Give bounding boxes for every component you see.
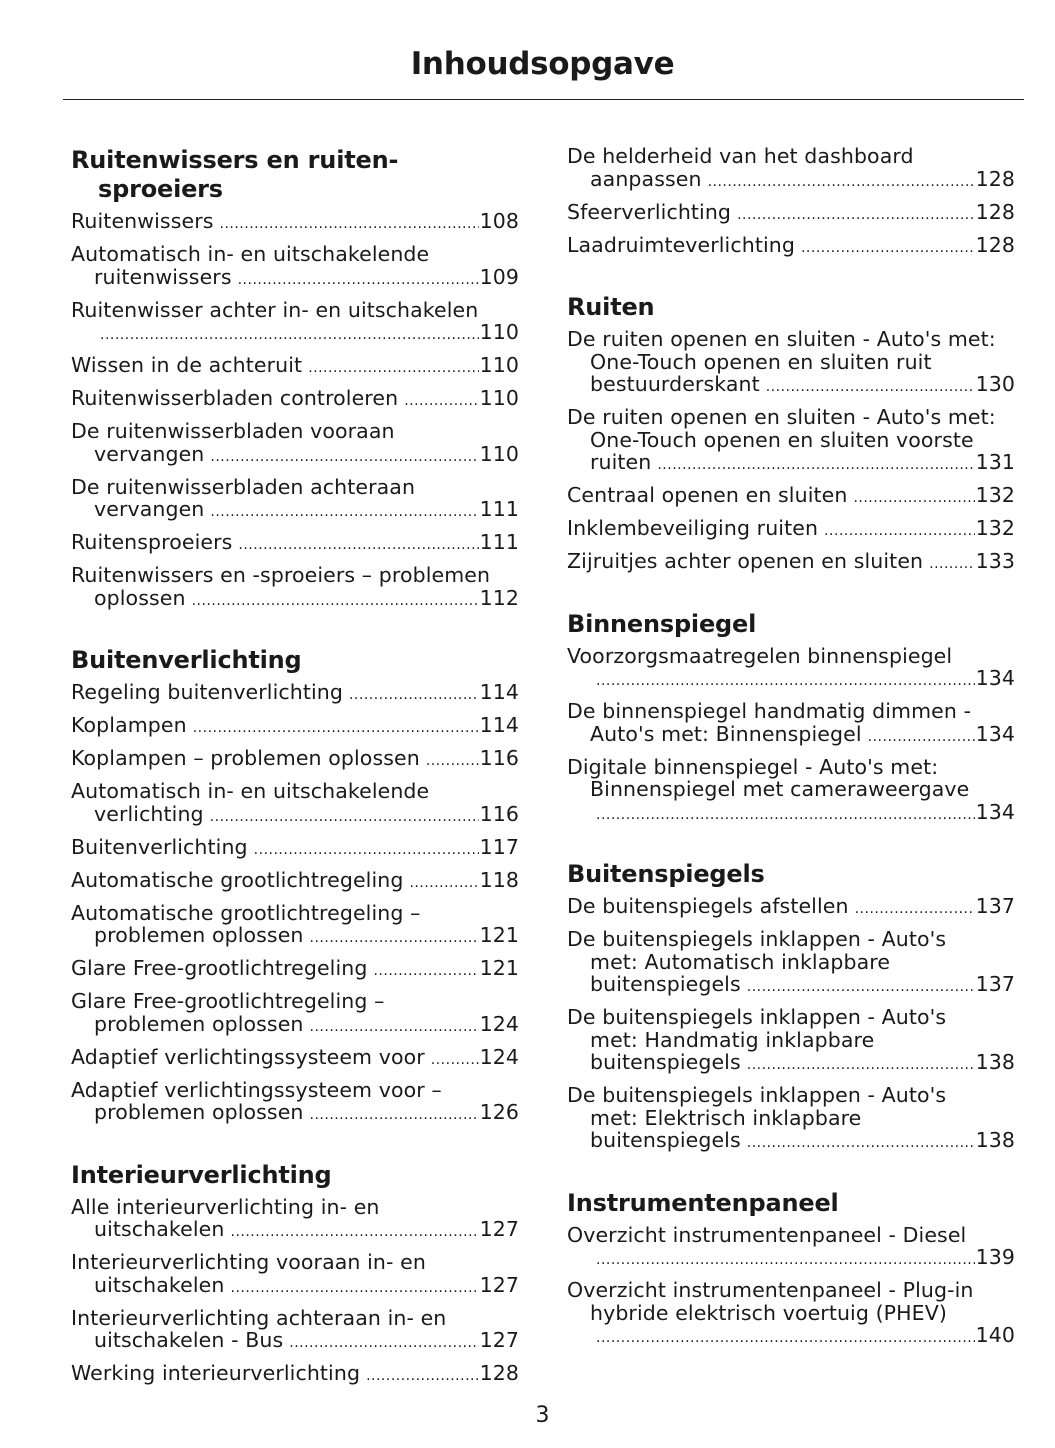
toc-section <box>567 1189 1015 1350</box>
toc-page-number: 140 <box>975 1323 1015 1347</box>
toc-entry-text: Automatisch in- en uitschakelende <box>71 779 430 803</box>
toc-entry-text: Laadruimteverlichting <box>567 232 795 257</box>
toc-page-number: 114 <box>479 713 519 737</box>
dot-leader <box>210 806 479 829</box>
dot-leader <box>238 534 478 557</box>
toc-page-number: 112 <box>479 585 519 610</box>
dot-leader <box>596 804 975 827</box>
toc-entry-text: buitenspiegels <box>590 1128 741 1152</box>
dot-leader <box>747 976 975 999</box>
toc-entry-laadruimteverlichting[interactable] <box>567 234 1015 260</box>
toc-page-number: 138 <box>975 1050 1015 1074</box>
toc-section <box>567 610 1015 827</box>
toc-page-number: 110 <box>479 386 519 410</box>
toc-entry-text: hybride elektrisch voertuig (PHEV) <box>590 1300 947 1325</box>
toc-entry-text: Ruitenwisserbladen controleren <box>71 386 399 410</box>
toc-page-number: 128 <box>975 166 1015 191</box>
dot-leader <box>254 839 479 862</box>
toc-page-number: 133 <box>975 549 1015 573</box>
toc-entry-text: uitschakelen - Bus <box>94 1328 284 1352</box>
dot-leader <box>238 269 479 292</box>
toc-entry-text: Ruitensproeiers <box>71 530 233 554</box>
dot-leader <box>855 898 975 921</box>
dot-leader <box>747 1054 975 1077</box>
dot-leader <box>100 324 479 347</box>
toc-entry-text: One-Touch openen en sluiten ruit <box>590 349 932 374</box>
toc-entry-text: Glare Free-grootlichtregeling <box>71 956 368 980</box>
toc-entry-text: Voorzorgsmaatregelen binnenspiegel <box>567 643 953 668</box>
toc-page-number: 110 <box>479 353 519 377</box>
toc-page-number: 137 <box>975 972 1015 996</box>
section-heading-line: Interieurverlichting <box>71 1160 332 1189</box>
toc-entry-text: vervangen <box>94 497 205 521</box>
toc-page-number: 128 <box>975 199 1015 224</box>
section-heading-line: Ruitenwissers en ruiten- <box>71 146 399 174</box>
toc-entry-de-buitenspiegels-inklappen-auto-s[interactable] <box>567 1006 1015 1077</box>
toc-page-number: 131 <box>975 450 1015 474</box>
toc-entry-sfeerverlichting[interactable] <box>567 201 1015 227</box>
toc-entry-text: Automatische grootlichtregeling <box>71 867 404 892</box>
dot-leader <box>404 390 478 413</box>
toc-entry-koplampen-problemen-oplossen[interactable] <box>71 747 519 773</box>
toc-entry-text: Automatisch in- en uitschakelende <box>71 242 430 266</box>
toc-entry-text: Ruitenwissers en -sproeiers – problemen <box>71 563 491 587</box>
toc-page-number: 138 <box>975 1128 1015 1152</box>
toc-page-number: 134 <box>975 721 1015 746</box>
toc-page-number: 121 <box>479 956 519 980</box>
toc-page-number: 109 <box>479 264 519 289</box>
dot-leader <box>596 1249 975 1272</box>
toc-entry-text: De buitenspiegels inklappen - Auto's <box>567 1005 947 1029</box>
toc-entry-text: Wissen in de achteruit <box>71 353 303 377</box>
dot-leader <box>310 927 479 950</box>
dot-leader <box>766 376 975 399</box>
toc-entry-text: ruiten <box>590 450 652 474</box>
dot-leader <box>657 454 974 477</box>
section-heading <box>567 293 1015 322</box>
toc-entry-koplampen[interactable] <box>71 714 519 740</box>
toc-page-number: 111 <box>479 530 519 554</box>
toc-entry-text: problemen oplossen <box>94 923 304 947</box>
toc-page-number: 124 <box>479 1044 519 1069</box>
dot-leader <box>231 1277 479 1300</box>
toc-page-number: 117 <box>479 834 519 859</box>
toc-entry-text: One-Touch openen en sluiten voorste <box>590 427 974 452</box>
toc-entry-text: Digitale binnenspiegel - Auto's met: <box>567 754 939 779</box>
toc-entry-text: Zijruitjes achter openen en sluiten <box>567 549 924 573</box>
dot-leader <box>929 553 974 576</box>
toc-entry-text: De ruitenwisserbladen achteraan <box>71 474 416 499</box>
toc-entry-glare-free-grootlichtregeling[interactable] <box>71 990 519 1038</box>
toc-entry-text: De binnenspiegel handmatig dimmen - <box>567 699 972 723</box>
toc-entry-text: Koplampen – problemen oplossen <box>71 746 420 770</box>
toc-entry-text: Sfeerverlichting <box>567 199 732 224</box>
dot-leader <box>853 487 974 510</box>
dot-leader <box>192 590 479 613</box>
toc-entry-text: De ruitenwisserbladen vooraan <box>71 419 395 443</box>
toc-entry-ruitensproeiers[interactable] <box>71 531 519 557</box>
toc-entry-text: buitenspiegels <box>590 972 741 996</box>
toc-page-number: 127 <box>479 1272 519 1297</box>
toc-left-column <box>71 146 519 1400</box>
toc-page-number: 139 <box>975 1245 1015 1269</box>
toc-page-number: 110 <box>479 441 519 466</box>
toc-entry-text: Automatische grootlichtregeling – <box>71 900 421 925</box>
toc-entry-digitale-binnenspiegel-auto-s-met[interactable] <box>567 756 1015 827</box>
toc-entry-text: Overzicht instrumentenpaneel - Plug-in <box>567 1278 974 1302</box>
dot-leader <box>310 1104 479 1127</box>
dot-leader <box>737 204 975 227</box>
toc-entry-text: Adaptief verlichtingssysteem voor – <box>71 1077 442 1102</box>
toc-entry-overzicht-instrumentenpaneel-diesel[interactable] <box>567 1224 1015 1272</box>
toc-section <box>71 1161 519 1388</box>
toc-entry-inklembeveiliging-ruiten[interactable] <box>567 517 1015 543</box>
toc-entry-interieurverlichting-vooraan-in-en[interactable] <box>71 1251 519 1299</box>
section-heading <box>567 610 1015 639</box>
dot-leader <box>431 1049 479 1072</box>
toc-entry-de-buitenspiegels-afstellen[interactable] <box>567 895 1015 921</box>
toc-entry-text: buitenspiegels <box>590 1050 741 1074</box>
dot-leader <box>231 1221 479 1244</box>
toc-page-number: 134 <box>975 799 1015 824</box>
dot-leader <box>708 171 975 194</box>
toc-entry-voorzorgsmaatregelen-binnenspiegel[interactable] <box>567 645 1015 693</box>
section-heading <box>567 1189 1015 1218</box>
dot-leader <box>596 670 975 693</box>
dot-leader <box>289 1332 478 1355</box>
toc-page-number: 128 <box>975 232 1015 257</box>
page-title: Inhoudsopgave <box>410 46 675 82</box>
toc-entry-de-binnenspiegel-handmatig-dimmen[interactable] <box>567 700 1015 748</box>
toc-entry-text: bestuurderskant <box>590 372 760 396</box>
section-heading-line: Ruiten <box>567 293 655 321</box>
toc-page-number: 121 <box>479 923 519 947</box>
toc-entry-text: De ruiten openen en sluiten - Auto's met: <box>567 405 996 429</box>
toc-entry-text: Auto's met: Binnenspiegel <box>590 721 862 746</box>
toc-page-number: 118 <box>479 867 519 892</box>
toc-entry-text: uitschakelen <box>94 1272 225 1297</box>
section-heading-line: Buitenverlichting <box>71 646 302 674</box>
toc-entry-werking-interieurverlichting[interactable] <box>71 1362 519 1388</box>
toc-page-number: 108 <box>479 209 519 233</box>
dot-leader <box>310 1016 479 1039</box>
toc-page-number: 134 <box>975 666 1015 690</box>
toc-entry-ruitenwissers[interactable] <box>71 210 519 236</box>
toc-entry-adaptief-verlichtingssysteem-voor[interactable] <box>71 1046 519 1072</box>
dot-leader <box>868 726 975 749</box>
toc-page-number: 132 <box>975 516 1015 540</box>
toc-entry-ruitenwissers-en-sproeiers-problemen[interactable] <box>71 564 519 612</box>
toc-entry-text: problemen oplossen <box>94 1011 304 1036</box>
toc-entry-text: Overzicht instrumentenpaneel - Diesel <box>567 1222 967 1247</box>
toc-entry-text: Buitenverlichting <box>71 834 248 859</box>
toc-entry-de-buitenspiegels-inklappen-auto-s[interactable] <box>567 1084 1015 1155</box>
toc-entry-text: De buitenspiegels inklappen - Auto's <box>567 927 947 951</box>
toc-section <box>567 860 1015 1155</box>
toc-entry-ruitenwisserbladen-controleren[interactable] <box>71 387 519 413</box>
toc-entry-text: Werking interieurverlichting <box>71 1361 361 1385</box>
section-heading <box>71 146 519 204</box>
toc-entry-text: Glare Free-grootlichtregeling – <box>71 989 385 1013</box>
toc-section <box>71 646 519 1127</box>
toc-entry-text: met: Elektrisch inklapbare <box>590 1105 862 1130</box>
toc-page-number: 126 <box>479 1100 519 1124</box>
toc-section <box>71 146 519 612</box>
toc-page-number: 127 <box>479 1217 519 1241</box>
dot-leader <box>220 213 479 236</box>
toc-page-number: 110 <box>479 320 519 344</box>
page-number: 3 <box>535 1403 550 1428</box>
toc-entry-automatische-grootlichtregeling[interactable] <box>71 902 519 950</box>
toc-page-number: 130 <box>975 372 1015 396</box>
dot-leader <box>349 684 479 707</box>
toc-entry-text: verlichting <box>94 801 204 826</box>
dot-leader <box>596 1327 975 1350</box>
section-heading <box>71 646 519 675</box>
toc-page-number: 116 <box>479 801 519 826</box>
toc-entry-text: Inklembeveiliging ruiten <box>567 516 819 540</box>
toc-entry-text: Interieurverlichting vooraan in- en <box>71 1250 426 1274</box>
toc-entry-overzicht-instrumentenpaneel-plug-in[interactable] <box>567 1279 1015 1350</box>
section-heading-line: Binnenspiegel <box>567 609 757 638</box>
toc-entry-wissen-in-de-achteruit[interactable] <box>71 354 519 380</box>
dot-leader <box>409 872 478 895</box>
toc-entry-de-ruiten-openen-en-sluiten-auto-s-met[interactable] <box>567 328 1015 399</box>
toc-entry-text: Koplampen <box>71 713 187 737</box>
toc-entry-interieurverlichting-achteraan-in-en[interactable] <box>71 1307 519 1355</box>
toc-page-number: 114 <box>479 680 519 704</box>
toc-entry-text: met: Automatisch inklapbare <box>590 949 891 974</box>
dot-leader <box>824 520 975 543</box>
toc-entry-glare-free-grootlichtregeling[interactable] <box>71 957 519 983</box>
toc-page-number: 111 <box>479 497 519 521</box>
toc-entry-zijruitjes-achter-openen-en-sluiten[interactable] <box>567 550 1015 576</box>
toc-entry-de-ruitenwisserbladen-vooraan[interactable] <box>71 420 519 468</box>
toc-entry-text: Alle interieurverlichting in- en <box>71 1194 380 1219</box>
section-heading-line: sproeiers <box>98 175 223 203</box>
toc-entry-text: vervangen <box>94 441 205 466</box>
toc-entry-centraal-openen-en-sluiten[interactable] <box>567 484 1015 510</box>
section-heading-line: Buitenspiegels <box>567 860 765 888</box>
toc-entry-regeling-buitenverlichting[interactable] <box>71 681 519 707</box>
toc-entry-text: Regeling buitenverlichting <box>71 680 343 704</box>
toc-entry-text: oplossen <box>94 585 186 610</box>
toc-entry-de-buitenspiegels-inklappen-auto-s[interactable] <box>567 928 1015 999</box>
toc-entry-automatisch-in-en-uitschakelende[interactable] <box>71 780 519 828</box>
toc-section <box>567 145 1015 259</box>
toc-entry-text: Binnenspiegel met cameraweergave <box>590 777 970 801</box>
dot-leader <box>193 717 479 740</box>
section-heading <box>567 860 1015 889</box>
toc-right-column <box>567 145 1015 1362</box>
toc-entry-automatische-grootlichtregeling[interactable] <box>71 869 519 895</box>
toc-entry-text: De buitenspiegels afstellen <box>567 894 849 918</box>
toc-entry-text: met: Handmatig inklapbare <box>590 1027 875 1052</box>
toc-entry-de-helderheid-van-het-dashboard[interactable] <box>567 145 1015 193</box>
toc-entry-text: Ruitenwisser achter in- en uitschakelen <box>71 297 479 322</box>
toc-entry-text: De helderheid van het dashboard <box>567 144 914 168</box>
dot-leader <box>747 1132 975 1155</box>
toc-entry-adaptief-verlichtingssysteem-voor[interactable] <box>71 1079 519 1127</box>
toc-entry-text: Ruitenwissers <box>71 209 214 233</box>
toc-entry-text: Interieurverlichting achteraan in- en <box>71 1305 447 1330</box>
toc-entry-alle-interieurverlichting-in-en[interactable] <box>71 1196 519 1244</box>
toc-section <box>567 293 1015 576</box>
toc-page-number: 116 <box>479 746 519 770</box>
toc-entry-text: aanpassen <box>590 166 702 191</box>
toc-entry-text: uitschakelen <box>94 1217 225 1241</box>
toc-page-number: 137 <box>975 894 1015 918</box>
toc-entry-automatisch-in-en-uitschakelende[interactable] <box>71 243 519 291</box>
toc-entry-de-ruitenwisserbladen-achteraan[interactable] <box>71 476 519 524</box>
dot-leader <box>373 960 478 983</box>
title-divider <box>63 99 1024 100</box>
toc-page-number: 132 <box>975 483 1015 507</box>
toc-entry-de-ruiten-openen-en-sluiten-auto-s-met[interactable] <box>567 406 1015 477</box>
dot-leader <box>308 357 478 380</box>
toc-entry-text: problemen oplossen <box>94 1100 304 1124</box>
toc-entry-buitenverlichting[interactable] <box>71 836 519 862</box>
toc-entry-ruitenwisser-achter-in-en-uitschakelen[interactable] <box>71 299 519 347</box>
section-heading-line: Instrumentenpaneel <box>567 1188 839 1217</box>
dot-leader <box>210 446 478 469</box>
toc-page-number: 128 <box>479 1361 519 1385</box>
dot-leader <box>801 237 975 260</box>
dot-leader <box>366 1365 479 1388</box>
section-heading <box>71 1161 519 1190</box>
toc-entry-text: ruitenwissers <box>94 264 232 289</box>
toc-entry-text: Centraal openen en sluiten <box>567 483 848 507</box>
toc-page-number: 124 <box>479 1011 519 1036</box>
dot-leader <box>426 750 479 773</box>
dot-leader <box>210 501 478 524</box>
toc-entry-text: De ruiten openen en sluiten - Auto's met: <box>567 327 996 351</box>
toc-entry-text: Adaptief verlichtingssysteem voor <box>71 1044 425 1069</box>
toc-page-number: 127 <box>479 1328 519 1352</box>
toc-entry-text: De buitenspiegels inklappen - Auto's <box>567 1083 947 1107</box>
